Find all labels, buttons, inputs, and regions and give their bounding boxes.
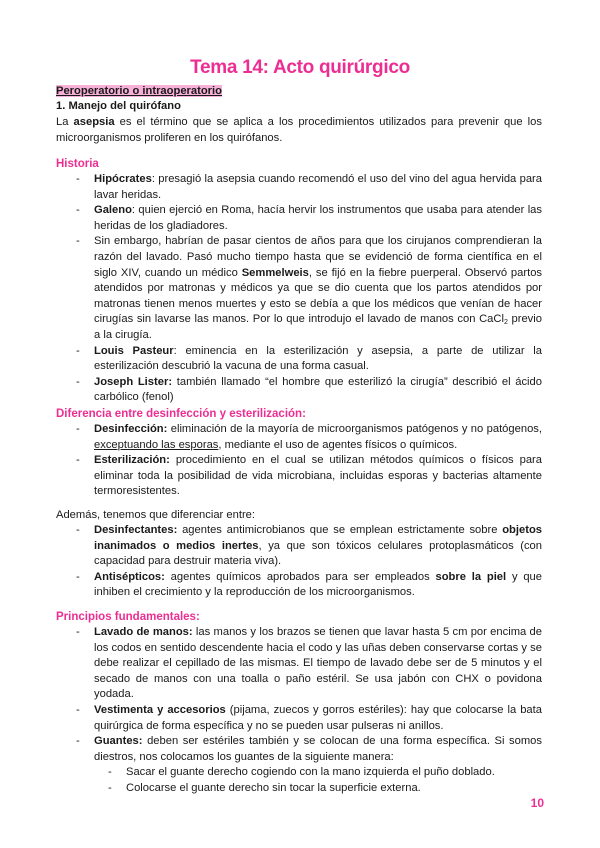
historia-item-text: previo a la cirugía. bbox=[94, 313, 542, 341]
historia-item-term: Hipócrates bbox=[94, 173, 152, 185]
historia-item-text: también llamado “el hombre que esterilizó la cirugía” describió el ácido carbólico (fenol) bbox=[94, 375, 542, 404]
page-number: 10 bbox=[530, 796, 544, 810]
historia-item-term: Louis Pasteur bbox=[94, 344, 174, 357]
diferencia-heading: Diferencia entre desinfección y esterilización: bbox=[56, 408, 306, 420]
ademas-item-text: agentes químicos aprobados para ser empleados bbox=[164, 570, 436, 583]
ademas-item-text: , ya que son tóxicos celulares protoplasmáticos (con capacidad para destruir materia viva). bbox=[94, 539, 542, 568]
principios-item-vestimenta bbox=[76, 703, 542, 734]
principios-item-term: Lavado de manos: bbox=[94, 626, 193, 638]
underlined-text: exceptuando las esporas bbox=[94, 438, 219, 451]
diferencia-item-term: Desinfección: bbox=[94, 423, 168, 435]
historia-list bbox=[76, 172, 542, 406]
ademas-item-text: agentes antimicrobianos que se emplean estrictamente sobre bbox=[177, 524, 503, 536]
subscript: 2 bbox=[503, 319, 508, 327]
diferencia-item-text: , mediante el uso de agentes físicos o químicos. bbox=[218, 438, 458, 451]
ademas-intro: Además, tenemos que diferenciar entre: bbox=[56, 509, 255, 521]
principios-heading: Principios fundamentales: bbox=[56, 611, 200, 623]
historia-item-text: : eminencia en la esterilización y asepsia, a parte de utilizar la esterilización descubrió la vacuna de una forma casual. bbox=[94, 344, 543, 373]
historia-item-galeno bbox=[76, 203, 542, 234]
principios-item-term: Vestimenta y accesorios bbox=[94, 703, 226, 716]
historia-item-semmelweis bbox=[76, 234, 542, 343]
section-label-text: Peroperatorio o intraoperatorio bbox=[56, 85, 222, 97]
historia-item-text: : quien ejerció en Roma, hacía hervir los instrumentos que usaba para atender las heridas de los gladiadores. bbox=[94, 204, 542, 232]
intro-text-post: es el término que se aplica a los procedimientos utilizados para prevenir que los microorganismos proliferen en los quirófanos. bbox=[56, 116, 542, 144]
diferencia-item-desinfeccion bbox=[76, 422, 542, 453]
principios-item-text: las manos y los brazos se tienen que lavar hasta 5 cm por encima de los codos en sentido descendente hacia el codo y las uñas deben conservarse cortas y se debe realizar el cepillado de las mismas. El tiempo de lavado debe ser de 5 minutos y el secado de manos con una toalla o paño estéril. Se usa jabón con CHX o povidona yodada. bbox=[94, 626, 542, 701]
ademas-list bbox=[76, 523, 542, 601]
historia-item-hipocrates bbox=[76, 172, 542, 203]
guantes-subitem: - Sacar el guante derecho cogiendo con la mano izquierda el puño doblado. bbox=[108, 765, 542, 781]
ademas-item-text: y que inhiben el crecimiento y la reproducción de los microorganismos. bbox=[94, 570, 542, 599]
principios-item-guantes bbox=[76, 734, 542, 796]
diferencia-item-text: procedimiento en el cual se utilizan métodos químicos o físicos para eliminar toda la posibilidad de vida microbiana, incluidas esporas y bacterias altamente termoresistentes. bbox=[94, 454, 542, 498]
subsection-heading: 1. Manejo del quirófano bbox=[56, 100, 181, 112]
historia-item-text: , se fijó en la fiebre puerperal. Observó partos atendidos por matronas y médicos ya que se dio cuenta que los partos atendidos por matronas tienen menos muertes y esto se debía a que los médicos que venían de hacer cirugías sin lavarse las manos. Por lo que introdujo el lavado de manos con CaCl bbox=[94, 266, 543, 326]
principios-item-term: Guantes: bbox=[94, 735, 143, 748]
principios-item-lavado bbox=[76, 625, 542, 703]
guantes-subitem: - Colocarse el guante derecho sin tocar la superficie externa. bbox=[108, 781, 542, 797]
historia-heading: Historia bbox=[56, 158, 99, 170]
historia-item-term: Semmelweis bbox=[241, 266, 309, 279]
ademas-item-term: Antisépticos: bbox=[94, 570, 165, 583]
page-title: Tema 14: Acto quirúrgico bbox=[190, 57, 410, 78]
historia-item-text: Sin embargo, habrían de pasar cientos de años para que los cirujanos comprendieran la razón del lavado. Pasó mucho tiempo hasta que se evidenció de forma científica en el siglo XIV, cuando un médico bbox=[94, 235, 542, 279]
diferencia-item-term: Esterilización: bbox=[94, 454, 170, 467]
diferencia-list bbox=[76, 422, 542, 500]
ademas-item-emphasis: sobre la piel bbox=[435, 570, 507, 583]
principios-item-text: (pijama, zuecos y gorros estériles): hay que colocarse la bata quirúrgica de forma específica y no se pueden usar pulseras ni anillos. bbox=[94, 703, 542, 732]
section-label bbox=[56, 84, 222, 100]
ademas-item-desinfectantes bbox=[76, 523, 542, 570]
historia-item-lister bbox=[76, 375, 542, 406]
intro-term-asepsia: asepsia bbox=[73, 116, 115, 128]
principios-item-text: deben ser estériles también y se colocan de una forma específica. Si somos diestros, nos colocamos los guantes de la siguiente manera: bbox=[94, 735, 542, 763]
intro-text-pre: La bbox=[56, 116, 74, 128]
ademas-item-term: Desinfectantes: bbox=[94, 524, 178, 536]
intro-paragraph bbox=[56, 115, 542, 146]
guantes-sublist bbox=[108, 765, 542, 796]
historia-item-pasteur bbox=[76, 344, 542, 375]
diferencia-item-text: eliminación de la mayoría de microorganismos patógenos y no patógenos, bbox=[167, 423, 542, 435]
diferencia-item-esterilizacion bbox=[76, 453, 542, 500]
principios-list bbox=[76, 625, 542, 797]
historia-item-term: Joseph Lister: bbox=[94, 375, 173, 388]
ademas-item-antisepticos bbox=[76, 570, 542, 601]
historia-item-text: : presagió la asepsia cuando recomendó el uso del vino del agua hervida para lavar heridas. bbox=[94, 173, 542, 201]
historia-item-term: Galeno bbox=[94, 204, 132, 217]
ademas-item-emphasis: objetos inanimados o medios inertes bbox=[94, 524, 542, 552]
